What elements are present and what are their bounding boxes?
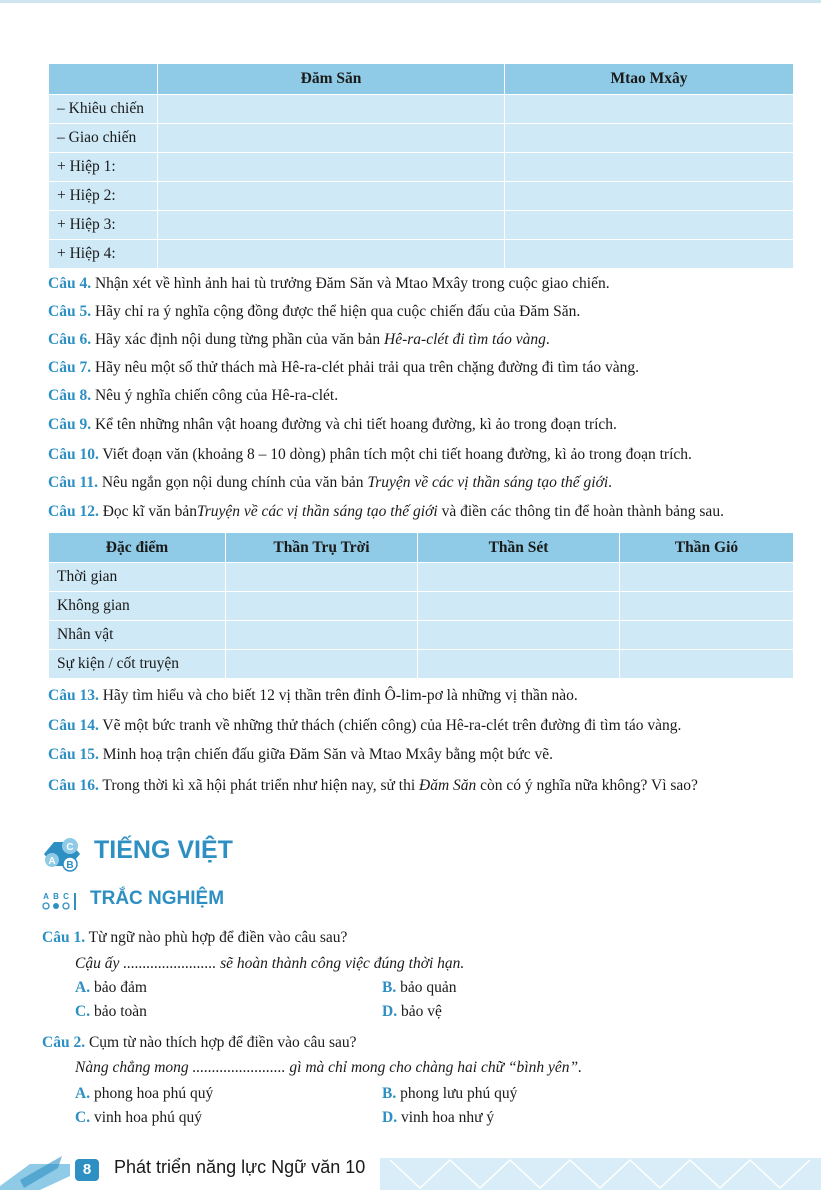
table-header-cell: Thần Sét	[418, 533, 620, 563]
question-7: Câu 7. Hãy nêu một số thử thách mà Hê-ra-clét phải trải qua trên chặng đường đi tìm táo vàng.	[48, 359, 640, 376]
abc-dots-icon	[42, 890, 78, 912]
option-c[interactable]: C. vinh hoa phú quý	[75, 1109, 203, 1126]
question-16: Câu 16. Trong thời kì xã hội phát triển như hiện nay, sử thi Đăm Săn còn có ý nghĩa nữa không? Vì sao?	[48, 777, 698, 794]
table-cell	[158, 124, 505, 153]
table-row	[49, 240, 794, 269]
table-cell	[505, 153, 794, 182]
section-title: TIẾNG VIỆT	[94, 836, 233, 864]
table-row	[49, 211, 794, 240]
table-row	[49, 621, 794, 650]
page-number: 8	[75, 1159, 99, 1181]
icon-letter: C	[63, 892, 69, 901]
table-header-cell: Thần Gió	[620, 533, 794, 563]
row-label: + Hiệp 3:	[49, 211, 158, 240]
option-b[interactable]: B. bảo quản	[382, 979, 457, 996]
row-label: Nhân vật	[49, 621, 226, 650]
icon-letter: C	[66, 842, 74, 853]
table-row	[49, 153, 794, 182]
table-header-cell: Mtao Mxây	[505, 64, 794, 95]
table-cell	[505, 95, 794, 124]
table-row	[49, 124, 794, 153]
row-label: Sự kiện / cốt truyện	[49, 650, 226, 679]
subsection-title: TRẮC NGHIỆM	[90, 888, 225, 909]
battle-comparison-table	[48, 63, 794, 269]
table-cell	[226, 621, 418, 650]
top-border	[0, 0, 821, 3]
table-cell	[620, 592, 794, 621]
question-14: Câu 14. Vẽ một bức tranh về những thử thách (chiến công) của Hê-ra-clét trên đường đi tìm táo vàng.	[48, 717, 682, 734]
table-cell	[620, 563, 794, 592]
question-4: Câu 4. Nhận xét về hình ảnh hai tù trưởng Đăm Săn và Mtao Mxây trong cuộc giao chiến.	[48, 275, 610, 292]
table-cell	[226, 592, 418, 621]
table-cell	[418, 650, 620, 679]
row-label: – Khiêu chiến	[49, 95, 158, 124]
table-header-row	[49, 533, 794, 563]
row-label: + Hiệp 2:	[49, 182, 158, 211]
table-cell	[620, 621, 794, 650]
mc-question-2-sentence: Nàng chẳng mong ........................ gì mà chỉ mong cho chàng hai chữ “bình yên”.	[75, 1059, 582, 1076]
icon-letter: B	[53, 892, 59, 901]
icon-letter: A	[48, 856, 56, 867]
mc-question-1-sentence: Cậu ấy ........................ sẽ hoàn thành công việc đúng thời hạn.	[75, 955, 465, 972]
row-label: – Giao chiến	[49, 124, 158, 153]
table-cell	[505, 182, 794, 211]
option-d[interactable]: D. bảo vệ	[382, 1003, 442, 1020]
table-header-row	[49, 64, 794, 95]
table-cell	[505, 211, 794, 240]
question-6: Câu 6. Hãy xác định nội dung từng phần của văn bản Hê-ra-clét đi tìm táo vàng.	[48, 331, 550, 348]
question-5: Câu 5. Hãy chỉ ra ý nghĩa cộng đồng được thể hiện qua cuộc chiến đấu của Đăm Săn.	[48, 303, 581, 320]
question-15: Câu 15. Minh hoạ trận chiến đấu giữa Đăm Săn và Mtao Mxây bằng một bức vẽ.	[48, 746, 553, 763]
option-a[interactable]: A. bảo đảm	[75, 979, 147, 996]
table-row	[49, 95, 794, 124]
table-cell	[418, 563, 620, 592]
abc-blocks-icon	[40, 834, 86, 874]
mc-question-1: Câu 1. Từ ngữ nào phù hợp để điền vào câu sau?	[42, 929, 348, 946]
option-a[interactable]: A. phong hoa phú quý	[75, 1085, 214, 1102]
table-cell	[418, 592, 620, 621]
table-cell	[620, 650, 794, 679]
option-b[interactable]: B. phong lưu phú quý	[382, 1085, 518, 1102]
icon-letter: B	[66, 860, 74, 871]
table-cell	[158, 211, 505, 240]
table-header-cell: Đặc điểm	[49, 533, 226, 563]
row-label: + Hiệp 1:	[49, 153, 158, 182]
gods-table	[48, 532, 794, 679]
table-cell	[226, 650, 418, 679]
table-header-cell: Đăm Săn	[158, 64, 505, 95]
option-d[interactable]: D. vinh hoa như ý	[382, 1109, 495, 1126]
question-11: Câu 11. Nêu ngắn gọn nội dung chính của văn bản Truyện về các vị thần sáng tạo thế giới.	[48, 474, 613, 491]
question-9: Câu 9. Kể tên những nhân vật hoang đường và chi tiết hoang đường, kì ảo trong đoạn trích.	[48, 416, 617, 433]
table-cell	[158, 153, 505, 182]
table-row	[49, 592, 794, 621]
footer-book-title: Phát triển năng lực Ngữ văn 10	[114, 1157, 366, 1177]
question-8: Câu 8. Nêu ý nghĩa chiến công của Hê-ra-clét.	[48, 387, 339, 404]
table-cell	[505, 124, 794, 153]
row-label: + Hiệp 4:	[49, 240, 158, 269]
table-row	[49, 563, 794, 592]
table-cell	[158, 182, 505, 211]
table-cell	[226, 563, 418, 592]
table-row	[49, 650, 794, 679]
table-cell	[418, 621, 620, 650]
table-row	[49, 182, 794, 211]
table-cell	[158, 240, 505, 269]
table-cell	[505, 240, 794, 269]
table-header-cell: Thần Trụ Trời	[226, 533, 418, 563]
table-header-cell	[49, 64, 158, 95]
option-c[interactable]: C. bảo toàn	[75, 1003, 147, 1020]
row-label: Thời gian	[49, 563, 226, 592]
question-10: Câu 10. Viết đoạn văn (khoảng 8 – 10 dòng) phân tích một chi tiết hoang đường, kì ảo trong đoạn trích.	[48, 446, 692, 463]
question-13: Câu 13. Hãy tìm hiểu và cho biết 12 vị thần trên đỉnh Ô-lim-pơ là những vị thần nào.	[48, 687, 578, 704]
question-12: Câu 12. Đọc kĩ văn bảnTruyện về các vị thần sáng tạo thế giới và điền các thông tin để hoàn thành bảng sau.	[48, 503, 724, 520]
row-label: Không gian	[49, 592, 226, 621]
table-cell	[158, 95, 505, 124]
icon-letter: A	[43, 892, 49, 901]
mc-question-2: Câu 2. Cụm từ nào thích hợp để điền vào câu sau?	[42, 1034, 357, 1051]
